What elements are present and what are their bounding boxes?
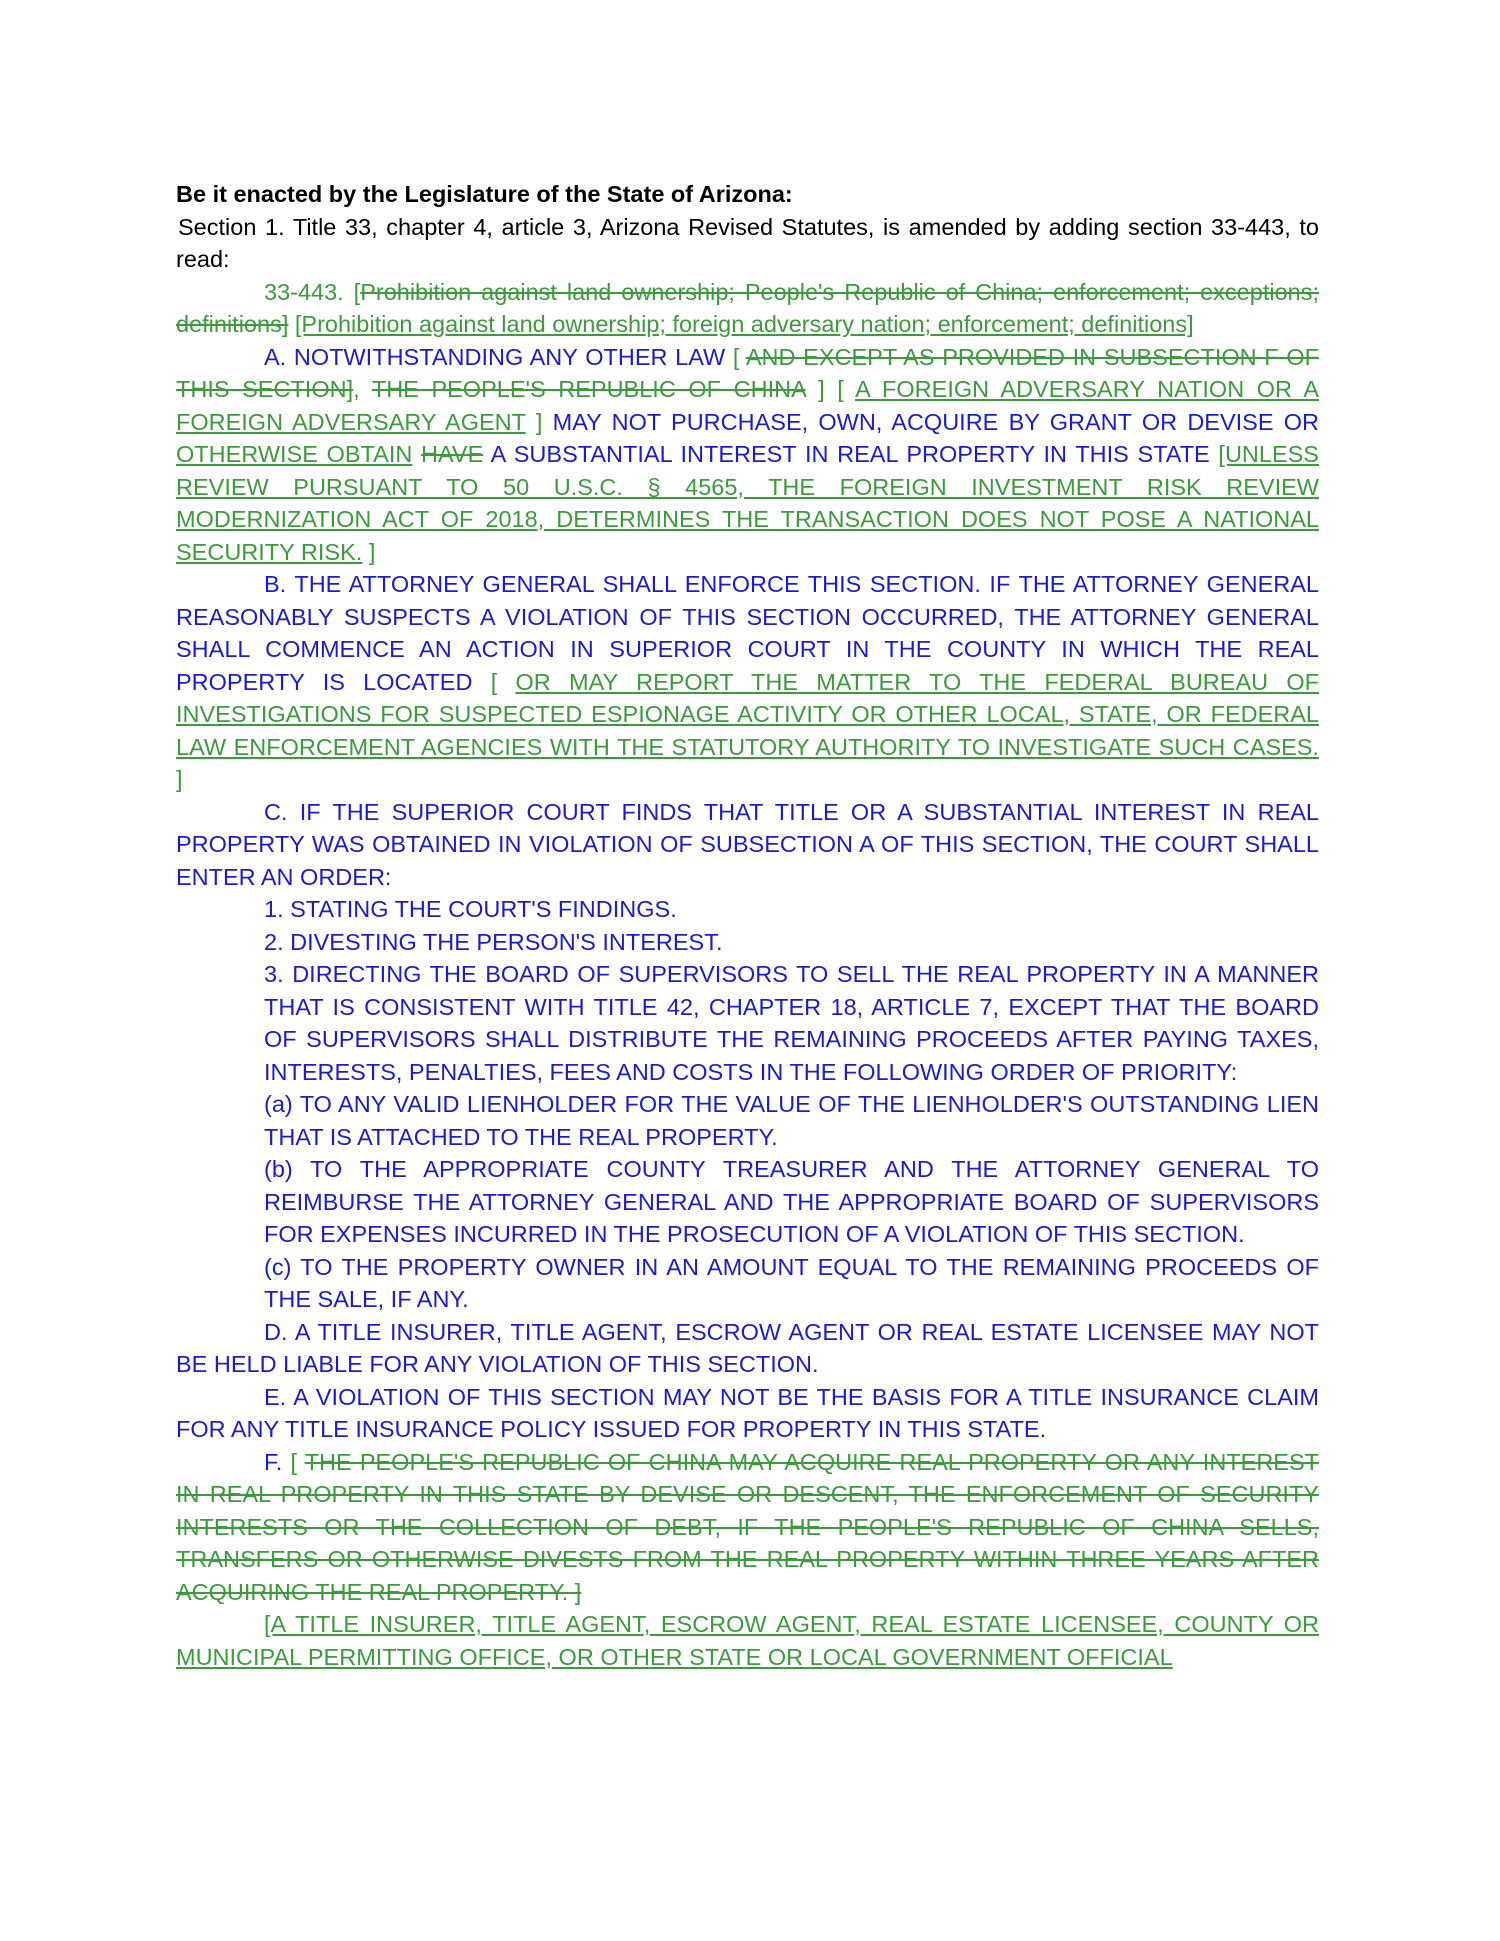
inserted-text: [A TITLE INSURER, TITLE AGENT, ESCROW AGENT, REAL ESTATE LICENSEE, COUNTY OR MUNICIPAL PERMITTING OFFICE, OR OTHER STATE OR LOCAL GOVERNMENT OFFICIAL xyxy=(176,1611,1319,1670)
enacting-clause: Be it enacted by the Legislature of the State of Arizona: xyxy=(176,181,793,207)
subsection-b: B. THE ATTORNEY GENERAL SHALL ENFORCE THIS SECTION. IF THE ATTORNEY GENERAL REASONABLY SUSPECTS A VIOLATION OF THIS SECTION OCCURRED, THE ATTORNEY GENERAL SHALL COMMENCE AN ACTION IN SUPERIOR COURT IN THE COUNTY IN WHICH THE REAL PROPERTY IS LOCATED [ OR MAY REPORT THE MATTER TO THE FEDERAL BUREAU OF INVESTIGATIONS FOR SUSPECTED ESPIONAGE ACTIVITY OR OTHER LOCAL, STATE, OR FEDERAL LAW ENFORCEMENT AGENCIES WITH THE STATUTORY AUTHORITY TO INVESTIGATE SUCH CASES. ] xyxy=(176,571,1319,792)
final-insertion xyxy=(176,1608,1319,1673)
section-intro: Section 1. Title 33, chapter 4, article 3, Arizona Revised Statutes, is amended by adding section 33-443, to read: xyxy=(176,213,1319,272)
subsection-c: C. IF THE SUPERIOR COURT FINDS THAT TITLE OR A SUBSTANTIAL INTEREST IN REAL PROPERTY WAS OBTAINED IN VIOLATION OF SUBSECTION A OF THIS SECTION, THE COURT SHALL ENTER AN ORDER: xyxy=(176,798,1319,890)
subsection-f: F. [ THE PEOPLE'S REPUBLIC OF CHINA MAY ACQUIRE REAL PROPERTY OR ANY INTEREST IN REAL PROPERTY IN THIS STATE BY DEVISE OR DESCENT, THE ENFORCEMENT OF SECURITY INTERESTS OR THE COLLECTION OF DEBT, IF THE PEOPLE'S REPUBLIC OF CHINA SELLS, TRANSFERS OR OTHERWISE DIVESTS FROM THE REAL PROPERTY WITHIN THREE YEARS AFTER ACQUIRING THE REAL PROPERTY. ] xyxy=(176,1448,1319,1605)
deleted-text: THE PEOPLE'S REPUBLIC OF CHINA MAY ACQUIRE REAL PROPERTY OR ANY INTEREST IN REAL PROPERTY IN THIS STATE BY DEVISE OR DESCENT, THE ENFORCEMENT OF SECURITY INTERESTS OR THE COLLECTION OF DEBT, IF THE PEOPLE'S REPUBLIC OF CHINA SELLS, TRANSFERS OR OTHERWISE DIVESTS FROM THE REAL PROPERTY WITHIN THREE YEARS AFTER ACQUIRING THE REAL PROPERTY. ] xyxy=(176,1448,1319,1605)
subsection-d: D. A TITLE INSURER, TITLE AGENT, ESCROW AGENT OR REAL ESTATE LICENSEE MAY NOT BE HELD LIABLE FOR ANY VIOLATION OF THIS SECTION. xyxy=(176,1318,1319,1377)
deleted-text: THE PEOPLE'S REPUBLIC OF CHINA xyxy=(371,376,806,402)
subsection-e: E. A VIOLATION OF THIS SECTION MAY NOT BE THE BASIS FOR A TITLE INSURANCE CLAIM FOR ANY TITLE INSURANCE POLICY ISSUED FOR PROPERTY IN THIS STATE. xyxy=(176,1383,1319,1442)
bracket: [ xyxy=(353,278,361,305)
deleted-text: HAVE xyxy=(421,441,484,467)
list-item: 1. STATING THE COURT'S FINDINGS. xyxy=(264,896,677,922)
inserted-text: OR MAY REPORT THE MATTER TO THE FEDERAL BUREAU OF INVESTIGATIONS FOR SUSPECTED ESPIONAGE ACTIVITY OR OTHER LOCAL, STATE, OR FEDERAL LAW ENFORCEMENT AGENCIES WITH THE STATUTORY AUTHORITY TO INVESTIGATE SUCH CASES. xyxy=(176,668,1319,760)
section-heading xyxy=(176,276,1319,341)
deleted-section-title: Prohibition against land ownership; People's Republic of China; enforcement; exceptions; definitions] xyxy=(176,278,1319,337)
inserted-section-title: [Prohibition against land ownership; foreign adversary nation; enforcement; definitions] xyxy=(294,311,1194,337)
inserted-text: OTHERWISE OBTAIN xyxy=(176,441,413,467)
inserted-text: [UNLESS REVIEW PURSUANT TO 50 U.S.C. § 4565, THE FOREIGN INVESTMENT RISK REVIEW MODERNIZATION ACT OF 2018, DETERMINES THE TRANSACTION DOES NOT POSE A NATIONAL SECURITY RISK. xyxy=(176,441,1319,565)
section-number: 33-443. xyxy=(264,278,354,305)
list-item: (c) TO THE PROPERTY OWNER IN AN AMOUNT EQUAL TO THE REMAINING PROCEEDS OF THE SALE, IF ANY. xyxy=(264,1253,1319,1312)
inserted-text: A FOREIGN ADVERSARY NATION OR A FOREIGN ADVERSARY AGENT xyxy=(176,376,1320,435)
list-item: 2. DIVESTING THE PERSON'S INTEREST. xyxy=(264,928,723,955)
deleted-text: AND EXCEPT AS PROVIDED IN SUBSECTION F OF THIS SECTION] xyxy=(176,343,1319,402)
list-item: 3. DIRECTING THE BOARD OF SUPERVISORS TO SELL THE REAL PROPERTY IN A MANNER THAT IS CONSISTENT WITH TITLE 42, CHAPTER 18, ARTICLE 7, EXCEPT THAT THE BOARD OF SUPERVISORS SHALL DISTRIBUTE THE REMAINING PROCEEDS AFTER PAYING TAXES, INTERESTS, PENALTIES, FEES AND COSTS IN THE FOLLOWING ORDER OF PRIORITY: xyxy=(264,961,1319,1085)
subsection-a: A. NOTWITHSTANDING ANY OTHER LAW [ AND EXCEPT AS PROVIDED IN SUBSECTION F OF THIS SECTION], THE PEOPLE'S REPUBLIC OF CHINA ] [ A FOREIGN ADVERSARY NATION OR A FOREIGN ADVERSARY AGENT ] MAY NOT PURCHASE, OWN, ACQUIRE BY GRANT OR DEVISE OR OTHERWISE OBTAIN HAVE A SUBSTANTIAL INTEREST IN REAL PROPERTY IN THIS STATE [UNLESS REVIEW PURSUANT TO 50 U.S.C. § 4565, THE FOREIGN INVESTMENT RISK REVIEW MODERNIZATION ACT OF 2018, DETERMINES THE TRANSACTION DOES NOT POSE A NATIONAL SECURITY RISK. ] xyxy=(176,343,1320,565)
bill-body xyxy=(176,178,1319,1673)
list-item: (a) TO ANY VALID LIENHOLDER FOR THE VALUE OF THE LIENHOLDER'S OUTSTANDING LIEN THAT IS ATTACHED TO THE REAL PROPERTY. xyxy=(264,1091,1319,1150)
list-item: (b) TO THE APPROPRIATE COUNTY TREASURER AND THE ATTORNEY GENERAL TO REIMBURSE THE ATTORNEY GENERAL AND THE APPROPRIATE BOARD OF SUPERVISORS FOR EXPENSES INCURRED IN THE PROSECUTION OF A VIOLATION OF THIS SECTION. xyxy=(264,1156,1319,1247)
